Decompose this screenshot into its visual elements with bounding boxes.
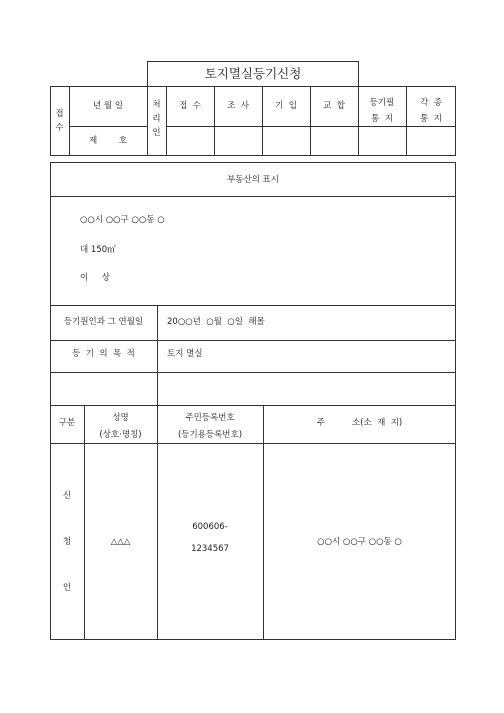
form-col-line bbox=[263, 405, 264, 640]
applicant-id: 600606- 1234567 bbox=[191, 522, 229, 554]
date-label: 년 월 일 bbox=[92, 101, 124, 111]
jeopsu-label: 접 수 bbox=[55, 109, 64, 133]
col-address: 주 소(소 재 지) bbox=[316, 418, 403, 428]
form-title: 토지멸실등기신청 bbox=[204, 66, 302, 81]
processor-label: 처 리 인 bbox=[152, 100, 161, 138]
header-divider bbox=[262, 86, 263, 156]
step-gyohap: 교 합 bbox=[323, 101, 345, 111]
role-char-1: 신 bbox=[62, 491, 72, 501]
role-char-2: 청 bbox=[62, 537, 72, 547]
cause-label: 등기원인과 그 연월일 bbox=[63, 317, 144, 327]
form-row-line bbox=[50, 340, 456, 341]
header-divider bbox=[69, 86, 70, 156]
col-registration-number: 주민등록번호 (등기용등록번호) bbox=[177, 413, 243, 440]
main-form bbox=[50, 162, 456, 640]
header-row-line bbox=[69, 126, 147, 127]
header-divider bbox=[214, 86, 215, 156]
form-row-line bbox=[50, 305, 456, 306]
header-divider bbox=[310, 86, 311, 156]
property-line-end: 이 상 bbox=[80, 273, 110, 283]
cause-value: 20○○년 ○월 ○일 해몰 bbox=[167, 317, 265, 327]
property-line-area: 대 150㎡ bbox=[80, 245, 116, 255]
notice-registration: 등기필 통 지 bbox=[369, 98, 395, 124]
step-jeopsu: 접 수 bbox=[179, 101, 201, 111]
applicant-name: △△△ bbox=[110, 537, 131, 547]
col-division: 구분 bbox=[58, 418, 76, 428]
col-name: 성명 (상호·명칭) bbox=[99, 413, 142, 440]
property-heading: 부동산의 표시 bbox=[227, 175, 279, 185]
step-giip: 기 입 bbox=[275, 101, 297, 111]
form-col-line bbox=[157, 305, 158, 405]
form-row-line bbox=[50, 443, 456, 444]
header-divider bbox=[166, 86, 167, 156]
purpose-value: 토지 멸실 bbox=[167, 349, 203, 359]
form-row-line bbox=[50, 372, 456, 373]
purpose-label: 등 기 의 목 적 bbox=[72, 349, 135, 359]
role-char-3: 인 bbox=[62, 583, 72, 593]
number-label: 제 호 bbox=[88, 136, 128, 146]
property-line-address: ○○시 ○○구 ○○동 ○ bbox=[80, 215, 165, 225]
notice-various: 각 종 통 지 bbox=[420, 98, 442, 124]
form-row-line bbox=[50, 196, 456, 197]
step-josa: 조 사 bbox=[227, 101, 249, 111]
applicant-address: ○○시 ○○구 ○○동 ○ bbox=[317, 537, 402, 547]
form-row-line bbox=[50, 405, 456, 406]
